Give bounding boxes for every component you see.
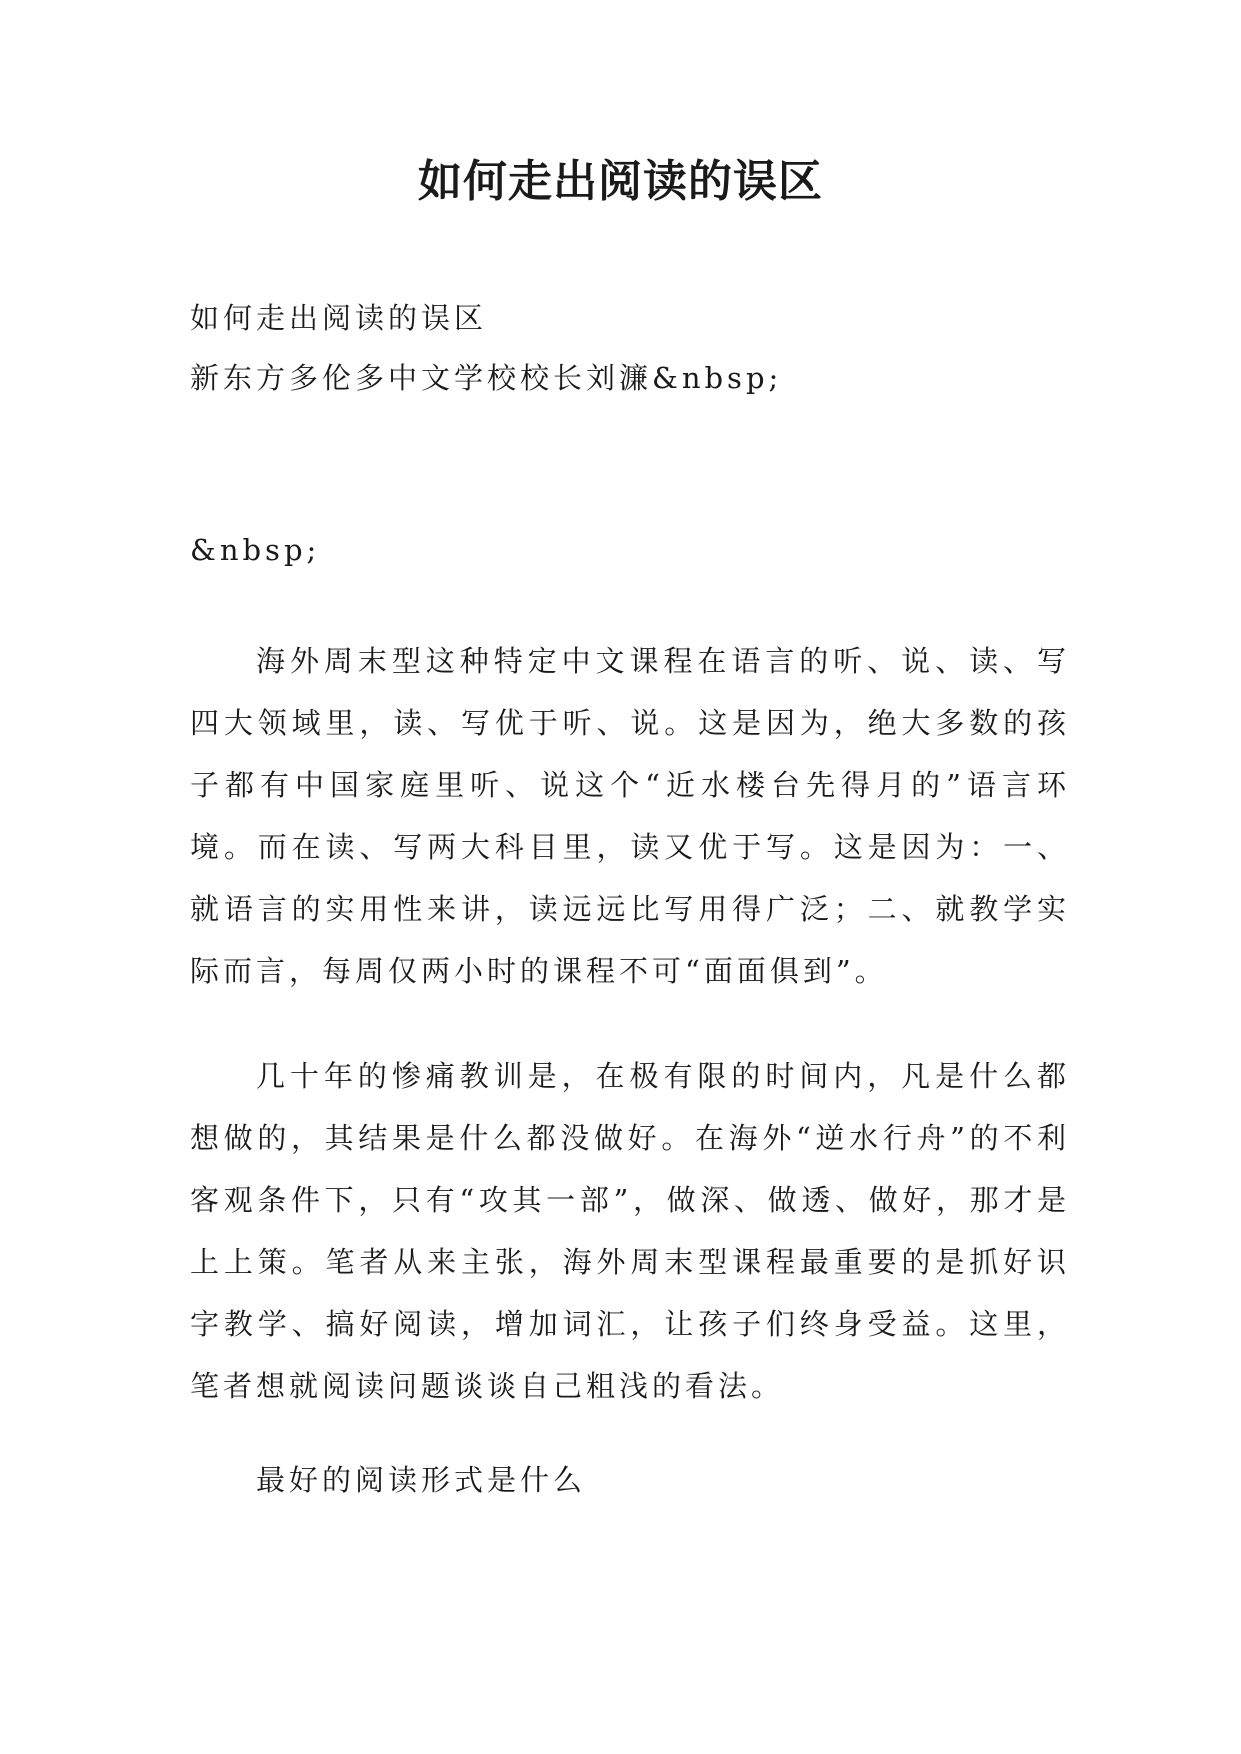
document-title: 如何走出阅读的误区 bbox=[418, 156, 823, 207]
section-heading: 最好的阅读形式是什么 bbox=[256, 1463, 587, 1497]
header-title-line: 如何走出阅读的误区 bbox=[190, 301, 488, 335]
spacer-line: &nbsp; bbox=[190, 533, 321, 567]
body-paragraph: 几十年的惨痛教训是，在极有限的时间内，凡是什么都想做的，其结果是什么都没做好。在海外“逆水行舟”的不利客观条件下，只有“攻其一部”，做深、做透、做好，那才是上上策。笔者从来主张，海外周末型课程最重要的是抓好识字教学、搞好阅读，增加词汇，让孩子们终身受益。这里，笔者想就阅读问题谈谈自己粗浅的看法。 bbox=[190, 1059, 1070, 1403]
author-line: 新东方多伦多中文学校校长刘濂&nbsp; bbox=[190, 361, 783, 395]
body-paragraph: 海外周末型这种特定中文课程在语言的听、说、读、写四大领域里，读、写优于听、说。这是因为，绝大多数的孩子都有中国家庭里听、说这个“近水楼台先得月的”语言环境。而在读、写两大科目里，读又优于写。这是因为：一、就语言的实用性来讲，读远远比写用得广泛；二、就教学实际而言，每周仅两小时的课程不可“面面俱到”。 bbox=[190, 644, 1070, 988]
